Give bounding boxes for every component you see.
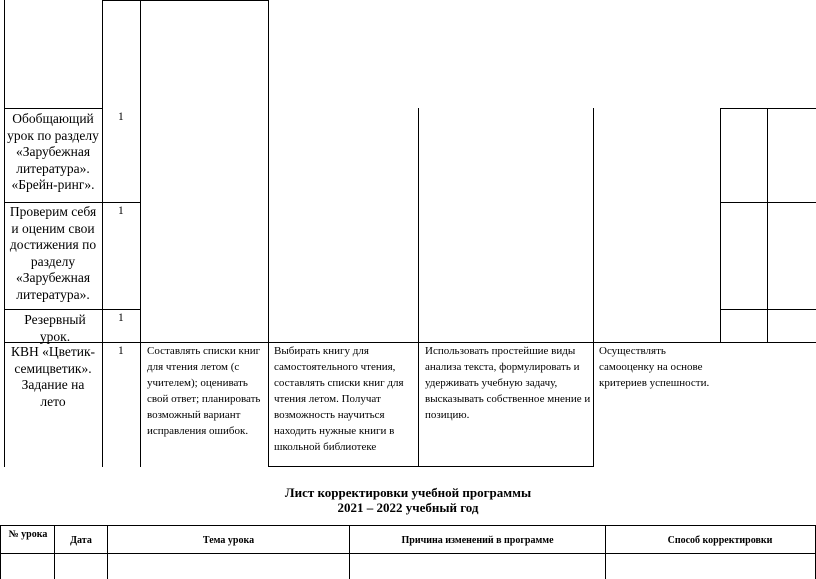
lesson-hours: 1	[118, 345, 124, 357]
table-row-border	[4, 108, 103, 109]
learning-outcome-cell: Использовать простейшие виды анализа текста, формулировать и удерживать учебную задачу, высказывать собственное мнение и позицию.	[425, 345, 591, 421]
table-border-left	[0, 525, 1, 579]
table-divider	[54, 525, 55, 579]
table-divider	[767, 108, 768, 342]
learning-outcome-cell: Осуществлять самооценку на основе критериев успешности.	[599, 345, 710, 389]
table-divider	[102, 0, 103, 467]
lesson-hours: 1	[118, 312, 124, 324]
table-row-border	[4, 202, 141, 203]
table-border-top	[102, 0, 269, 1]
correction-sheet-year: 2021 – 2022 учебный год	[337, 500, 479, 515]
header-date: Дата	[70, 535, 92, 546]
correction-sheet-title: Лист корректировки учебной программы	[284, 485, 532, 500]
lesson-hours: 1	[118, 205, 124, 217]
header-lesson-topic: Тема урока	[202, 535, 255, 546]
learning-outcome-cell: Выбирать книгу для самостоятельного чтения, составлять списки книг для чтения летом. Получат возможность научиться находить нужные книги в школьной библиотеке	[274, 345, 404, 453]
lesson-topic: КВН «Цветик-семицветик». Задание на лето	[10, 344, 96, 409]
table-row-border	[720, 108, 816, 109]
table-border-bottom	[268, 466, 594, 467]
table-row-border	[720, 309, 816, 310]
learning-outcome-cell: Составлять списки книг для чтения летом (с учителем); оценивать свой ответ; планировать возможный вариант исправления ошибок.	[147, 345, 261, 437]
lesson-topic: Обобщающий урок по разделу «Зарубежная литература». «Брейн-ринг».	[7, 111, 99, 192]
table-divider	[349, 525, 350, 579]
header-change-reason: Причина изменений в программе	[401, 535, 554, 546]
table-divider	[107, 525, 108, 579]
table-divider	[268, 0, 269, 467]
table-row-border	[0, 553, 816, 554]
lesson-topic: Проверим себя и оценим свои достижения по разделу «Зарубежная литература».	[9, 204, 97, 302]
header-correction-method: Способ корректировки	[667, 535, 773, 546]
table-divider	[720, 108, 721, 342]
table-divider	[418, 108, 419, 467]
table-divider	[605, 525, 606, 579]
lesson-hours: 1	[118, 111, 124, 123]
table-divider	[140, 0, 141, 467]
table-row-border	[720, 202, 816, 203]
table-divider	[593, 108, 594, 467]
lesson-topic: Резервный урок.	[24, 312, 86, 344]
header-lesson-number: № урока	[8, 529, 48, 540]
table-border-top	[0, 525, 816, 526]
table-row-border	[4, 309, 141, 310]
